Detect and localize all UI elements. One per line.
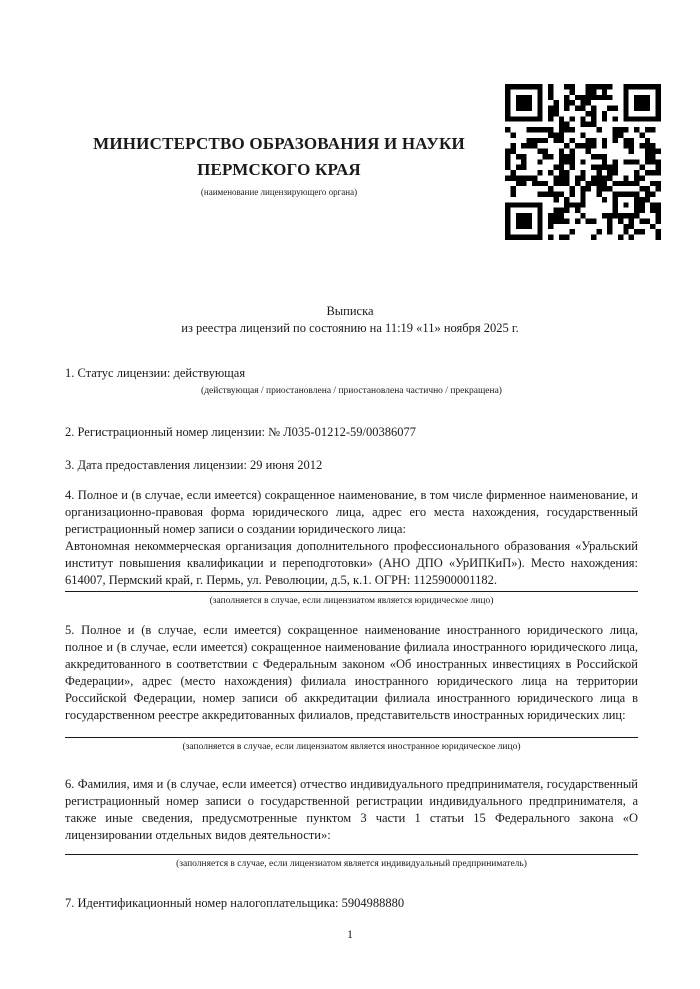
- item-individual-entrepreneur: [65, 776, 638, 855]
- item-foreign-entity-caption: (заполняется в случае, если лицензиатом является иностранное юридическое лицо): [182, 742, 521, 752]
- item-license-status-caption: (действующая / приостановлена / приостановлена частично / прекращена): [201, 386, 502, 396]
- qr-code-icon: [505, 84, 661, 240]
- item-license-grant-date: 3. Дата предоставления лицензии: 29 июня 2012: [65, 458, 323, 472]
- empty-fill-line: [65, 844, 638, 855]
- item-legal-entity-label: 4. Полное и (в случае, если имеется) сокращенное наименование, в том числе фирменное наименование, и организационно-правовая форма юридического лица, адрес его места нахождения, государственный регистрационный номер записи о создании юридического лица:: [65, 488, 638, 536]
- licensing-authority-name: [60, 131, 498, 183]
- item-foreign-entity: [65, 622, 638, 738]
- document-title: [0, 303, 700, 337]
- document-title-line2: из реестра лицензий по состоянию на 11:19 «11» ноября 2025 г.: [181, 321, 519, 335]
- item-taxpayer-number: 7. Идентификационный номер налогоплательщика: 5904988880: [65, 896, 405, 910]
- item-license-status: 1. Статус лицензии: действующая: [65, 366, 246, 380]
- empty-fill-line: [65, 724, 638, 738]
- licensing-authority-name-line1: МИНИСТЕРСТВО ОБРАЗОВАНИЯ И НАУКИ: [93, 134, 465, 153]
- item-legal-entity-value: Автономная некоммерческая организация дополнительного профессионального образования «Уральский институт повышения квалификации и переподготовки» (АНО ДПО «УрИПКиП»). Место нахождения: 614007, Пермский край, г. Пермь, ул. Революции, д.5, к.1. ОГРН: 1125900001182.: [65, 539, 638, 587]
- item-registration-number: 2. Регистрационный номер лицензии: № Л035-01212-59/00386077: [65, 425, 416, 439]
- item-foreign-entity-label: 5. Полное и (в случае, если имеется) сокращенное наименование иностранного юридического лица, полное и (в случае, если имеется) сокращенное наименование филиала иностранного юридического лица, аккредитованного в соответствии с Федеральным законом «Об иностранных инвестициях в Российской Федерации», адрес (место нахождения) филиала иностранного юридического лица на территории Российской Федерации, номер записи об аккредитации филиала иностранного юридического лица в государственном реестре аккредитованных филиалов, представительств иностранных юридических лиц:: [65, 623, 638, 722]
- licensing-authority-caption: (наименование лицензирующего органа): [200, 187, 358, 197]
- item-individual-entrepreneur-caption: (заполняется в случае, если лицензиатом является индивидуальный предприниматель): [176, 859, 527, 869]
- document-body: [65, 365, 638, 912]
- document-title-line1: Выписка: [326, 304, 374, 318]
- licensing-authority-name-line2: ПЕРМСКОГО КРАЯ: [197, 160, 361, 179]
- item-individual-entrepreneur-label: 6. Фамилия, имя и (в случае, если имеется) отчество индивидуального предпринимателя, государственный регистрационный номер записи о государственной регистрации индивидуального предпринимателя, а также иные сведения, предусмотренные пунктом 3 части 1 статьи 15 Федерального закона «О лицензировании отдельных видов деятельности»:: [65, 777, 638, 842]
- document-header: [60, 131, 498, 198]
- item-legal-entity: [65, 487, 638, 592]
- item-legal-entity-caption: (заполняется в случае, если лицензиатом является юридическое лицо): [209, 596, 494, 606]
- page-number: 1: [347, 927, 353, 941]
